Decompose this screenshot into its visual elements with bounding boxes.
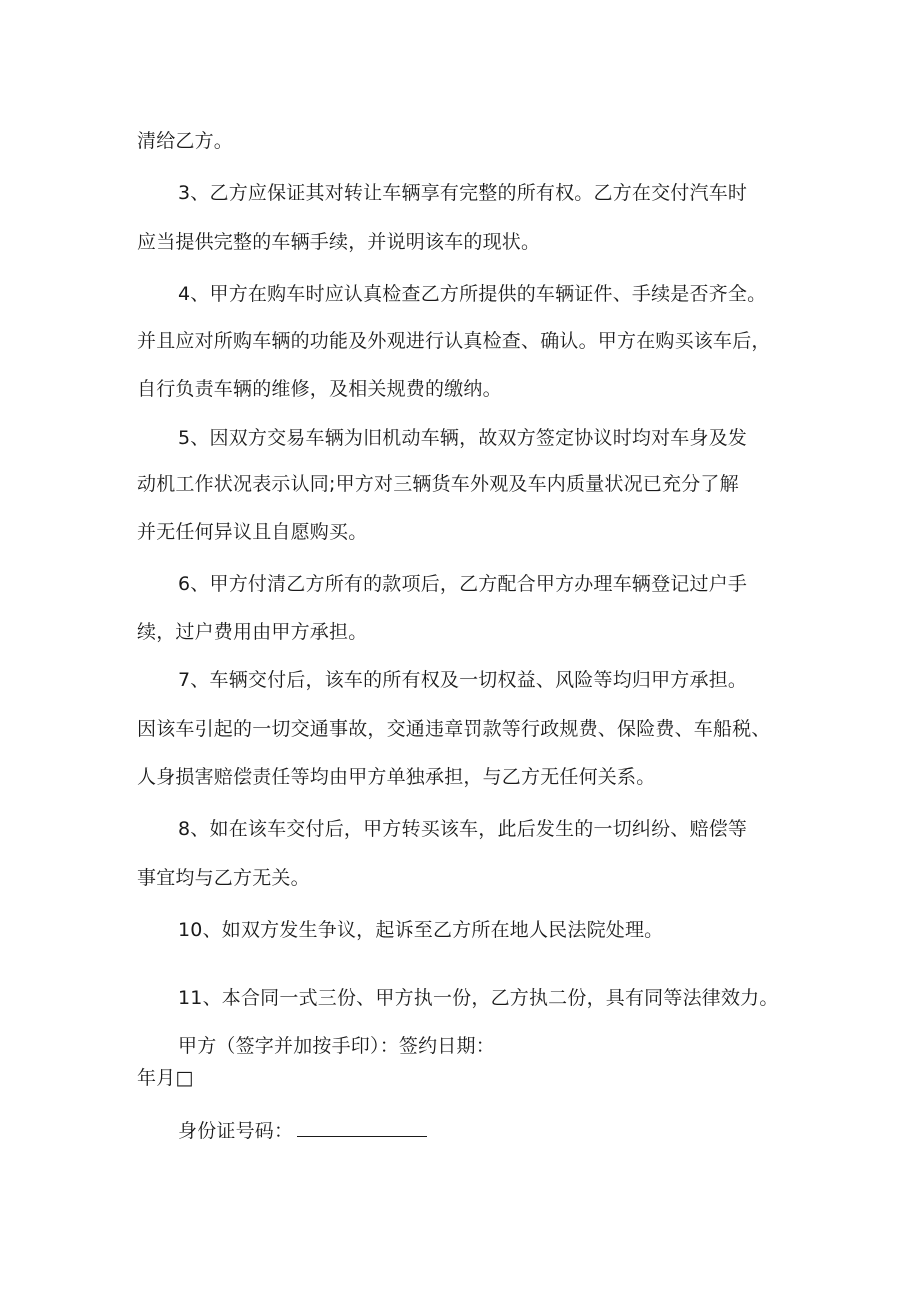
clause-7-line: 因该车引起的一切交通事故，交通违章罚款等行政规费、保险费、车船税、: [137, 718, 771, 740]
paragraph-line: 清给乙方。: [137, 130, 234, 152]
clause-7-line: 7、车辆交付后，该车的所有权及一切权益、风险等均归甲方承担。: [178, 669, 748, 691]
clause-4-line: 自行负责车辆的维修，及相关规费的缴纳。: [137, 378, 502, 400]
clause-8-line: 8、如在该车交付后，甲方转买该车，此后发生的一切纠纷、赔偿等: [178, 818, 748, 840]
id-number-blank: [297, 1118, 427, 1137]
id-number-row: [178, 1118, 427, 1144]
clause-4-line: 并且应对所购车辆的功能及外观进行认真检查、确认。甲方在购买该车后，: [137, 330, 771, 352]
clause-5-line: 动机工作状况表示认同;甲方对三辆货车外观及车内质量状况已充分了解: [137, 473, 739, 495]
id-number-label: 身份证号码：: [178, 1120, 294, 1142]
clause-7-line: 人身损害赔偿责任等均由甲方单独承担，与乙方无任何关系。: [137, 766, 656, 788]
clause-6-line: 6、甲方付清乙方所有的款项后，乙方配合甲方办理车辆登记过户手: [178, 573, 748, 595]
clause-10-line: 10、如双方发生争议，起诉至乙方所在地人民法院处理。: [178, 919, 664, 941]
clause-5-line: 并无任何异议且自愿购买。: [137, 521, 368, 543]
clause-3-line: 3、乙方应保证其对转让车辆享有完整的所有权。乙方在交付汽车时: [178, 182, 748, 204]
party-a-signature-line: 甲方（签字并加按手印）：签约日期：: [178, 1035, 495, 1057]
clause-5-line: 5、因双方交易车辆为旧机动车辆，故双方签定协议时均对车身及发: [178, 427, 748, 449]
date-line: 年月□: [137, 1067, 194, 1089]
clause-3-line: 应当提供完整的车辆手续，并说明该车的现状。: [137, 231, 541, 253]
clause-11-line: 11、本合同一式三份、甲方执一份，乙方执二份，具有同等法律效力。: [178, 987, 779, 1009]
clause-4-line: 4、甲方在购车时应认真检查乙方所提供的车辆证件、手续是否齐全。: [178, 283, 767, 305]
clause-6-line: 续，过户费用由甲方承担。: [137, 621, 368, 643]
clause-8-line: 事宜均与乙方无关。: [137, 867, 310, 889]
